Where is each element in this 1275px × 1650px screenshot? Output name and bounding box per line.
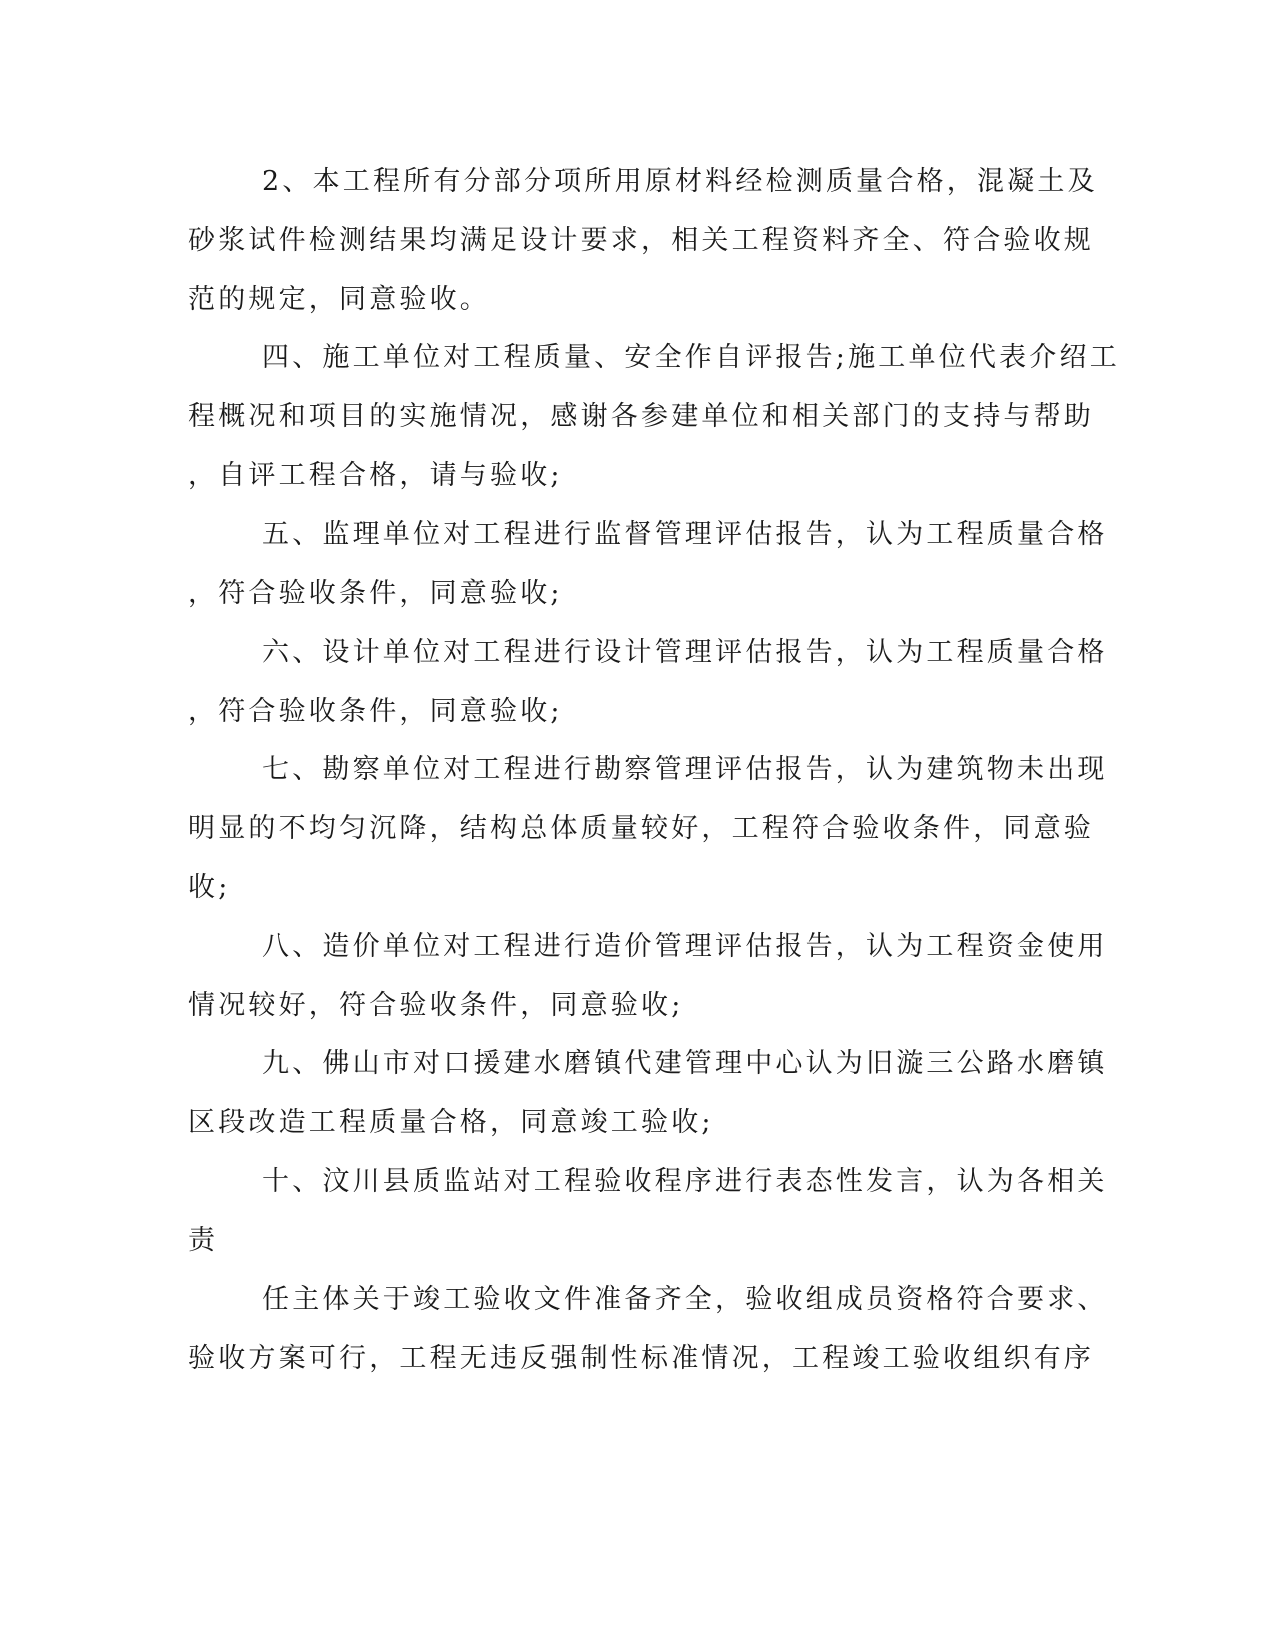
paragraph-line: 责 bbox=[188, 1225, 219, 1256]
paragraph-line: ，自评工程合格，请与验收; bbox=[188, 460, 563, 491]
paragraph-line: 范的规定，同意验收。 bbox=[188, 284, 490, 315]
paragraph-line: 2、本工程所有分部分项所用原材料经检测质量合格，混凝土及 bbox=[262, 166, 1098, 197]
paragraph-line: 五、监理单位对工程进行监督管理评估报告，认为工程质量合格 bbox=[262, 519, 1108, 550]
paragraph-line: 六、设计单位对工程进行设计管理评估报告，认为工程质量合格 bbox=[262, 637, 1108, 668]
paragraph-line: 收; bbox=[188, 872, 231, 903]
paragraph-line: 八、造价单位对工程进行造价管理评估报告，认为工程资金使用 bbox=[262, 931, 1108, 962]
paragraph-line: 验收方案可行，工程无违反强制性标准情况，工程竣工验收组织有序 bbox=[188, 1343, 1094, 1374]
paragraph-line: 明显的不均匀沉降，结构总体质量较好，工程符合验收条件，同意验 bbox=[188, 813, 1094, 844]
paragraph-line: 七、勘察单位对工程进行勘察管理评估报告，认为建筑物未出现 bbox=[262, 754, 1108, 785]
paragraph-line: ，符合验收条件，同意验收; bbox=[188, 578, 563, 609]
paragraph-line: 任主体关于竣工验收文件准备齐全，验收组成员资格符合要求、 bbox=[262, 1284, 1108, 1315]
paragraph-line: 砂浆试件检测结果均满足设计要求，相关工程资料齐全、符合验收规 bbox=[188, 225, 1094, 256]
paragraph-line: 区段改造工程质量合格，同意竣工验收; bbox=[188, 1107, 714, 1138]
paragraph-line: ，符合验收条件，同意验收; bbox=[188, 696, 563, 727]
paragraph-line: 情况较好，符合验收条件，同意验收; bbox=[188, 990, 684, 1021]
paragraph-line: 十、汶川县质监站对工程验收程序进行表态性发言，认为各相关 bbox=[262, 1166, 1108, 1197]
paragraph-line: 程概况和项目的实施情况，感谢各参建单位和相关部门的支持与帮助 bbox=[188, 401, 1094, 432]
paragraph-line: 四、施工单位对工程质量、安全作自评报告;施工单位代表介绍工 bbox=[262, 342, 1120, 373]
paragraph-line: 九、佛山市对口援建水磨镇代建管理中心认为旧漩三公路水磨镇 bbox=[262, 1048, 1108, 1079]
